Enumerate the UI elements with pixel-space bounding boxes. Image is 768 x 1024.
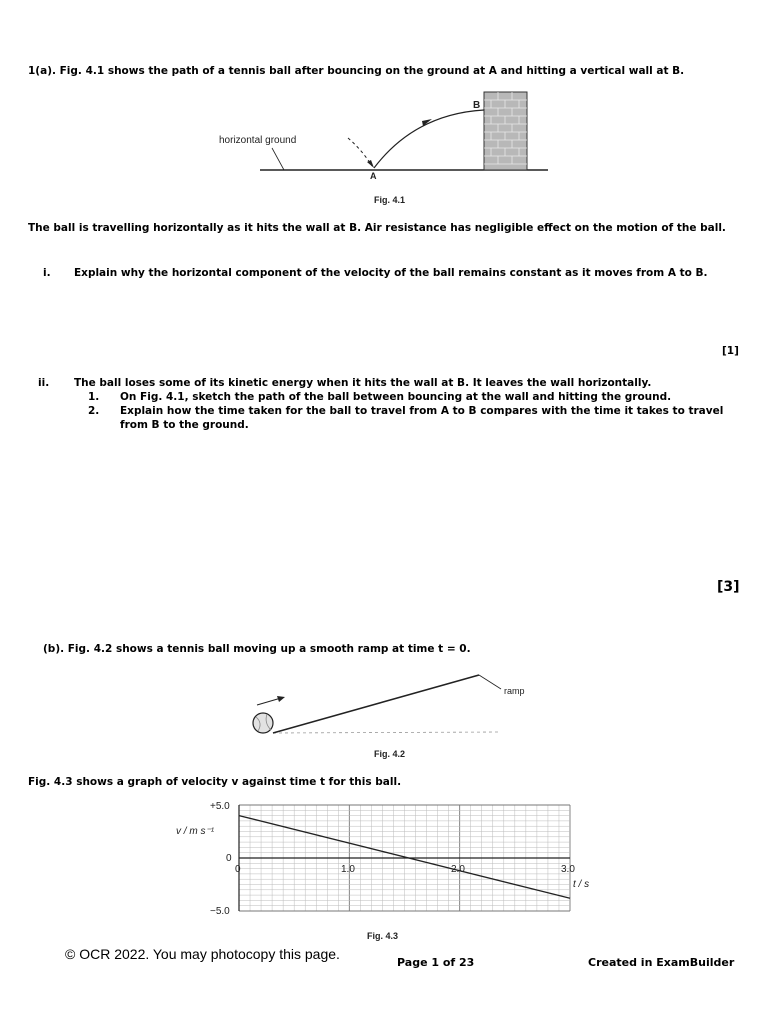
part-b-intro: (b). Fig. 4.2 shows a tennis ball moving up a smooth ramp at time t = 0. (43, 643, 471, 655)
x-tick-1: 1.0 (341, 864, 355, 875)
part-ii-2-text: Explain how the time taken for the ball to travel from A to B compares with the time it takes to travel from B to the ground. (120, 405, 724, 431)
part-i-text: Explain why the horizontal component of the velocity of the ball remains constant as it moves from A to B. (74, 267, 708, 279)
graph-intro: Fig. 4.3 shows a graph of velocity v against time t for this ball. (28, 776, 402, 788)
y-tick-top: +5.0 (210, 801, 230, 812)
created-in-exambuilder: Created in ExamBuilder (588, 956, 735, 969)
wall (484, 92, 527, 170)
figure-4-2 (245, 665, 525, 745)
fig-4-1-caption: Fig. 4.1 (374, 195, 406, 205)
ground-label-leader (272, 148, 284, 170)
part-ii-1-text: On Fig. 4.1, sketch the path of the ball between bouncing at the wall and hitting the ground. (120, 391, 672, 403)
x-axis-label: t / s (573, 879, 590, 890)
copyright-notice: © OCR 2022. You may photocopy this page. (65, 946, 340, 962)
part-ii-2-number: 2. (88, 405, 100, 417)
fig-4-3-caption: Fig. 4.3 (367, 931, 399, 941)
context-paragraph: The ball is travelling horizontally as it hits the wall at B. Air resistance has negligible effect on the motion of the ball. (28, 222, 726, 234)
tennis-ball (253, 713, 273, 733)
ramp-base (273, 732, 500, 733)
motion-arrow (257, 698, 281, 705)
question-intro: 1(a). Fig. 4.1 shows the path of a tennis ball after bouncing on the ground at A and hitting a vertical wall at B. (28, 65, 685, 77)
label-a: A (370, 171, 377, 181)
x-tick-3: 3.0 (561, 864, 575, 875)
part-ii-text: The ball loses some of its kinetic energy when it hits the wall at B. It leaves the wall horizontally. (74, 377, 652, 389)
mark-1: [1] (722, 345, 739, 357)
ball-path (374, 110, 484, 168)
y-tick-bottom: −5.0 (210, 906, 230, 917)
y-tick-zero: 0 (226, 853, 232, 864)
ramp-label-leader (479, 675, 501, 689)
x-tick-2: 2.0 (451, 864, 465, 875)
part-i-number: i. (43, 267, 51, 279)
label-b: B (473, 100, 481, 111)
mark-3: [3] (717, 579, 740, 595)
ramp-surface (273, 675, 479, 733)
ramp-label: ramp (504, 686, 525, 696)
horizontal-ground-label: horizontal ground (219, 135, 297, 146)
figure-4-1 (210, 86, 560, 206)
part-ii-1-number: 1. (88, 391, 100, 403)
x-tick-0: 0 (235, 864, 241, 875)
y-axis-label: v / m s⁻¹ (176, 826, 215, 837)
incoming-arrow (367, 160, 374, 168)
part-ii-number: ii. (38, 377, 50, 389)
fig-4-2-caption: Fig. 4.2 (374, 749, 406, 759)
page-number: Page 1 of 23 (397, 956, 475, 969)
